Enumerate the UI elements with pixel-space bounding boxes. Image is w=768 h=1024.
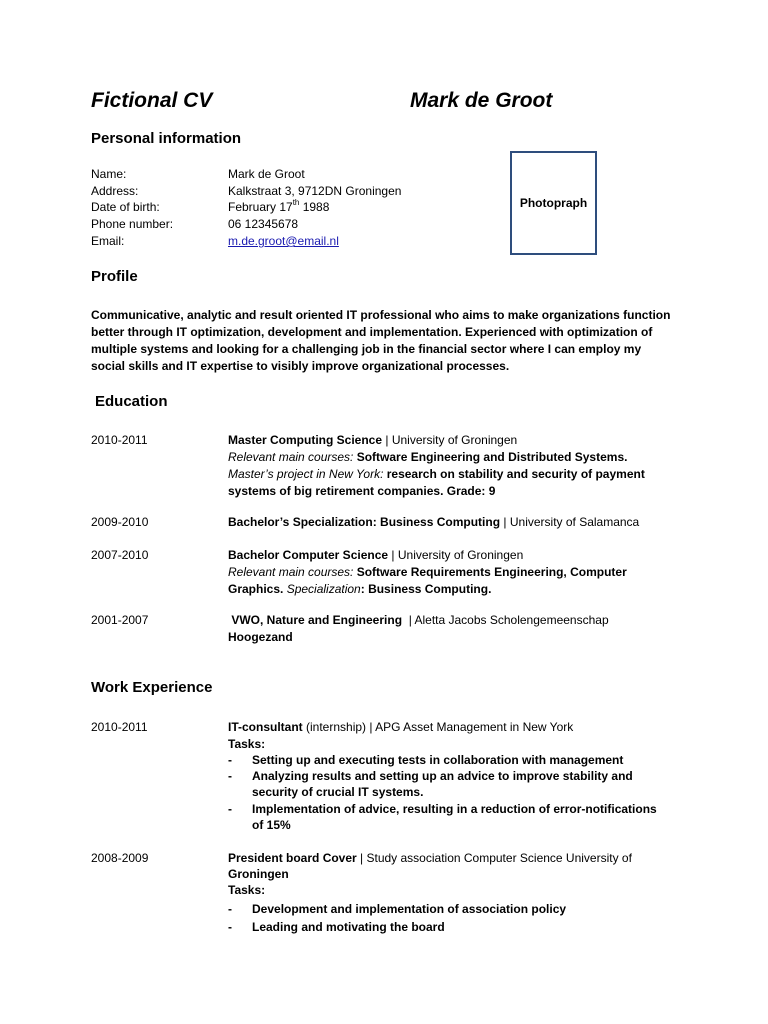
work-entry-line2: Groningen xyxy=(228,867,289,881)
email-link[interactable]: m.de.groot@email.nl xyxy=(228,234,339,248)
address-label: Address: xyxy=(91,184,139,198)
task-item-continued: of 15% xyxy=(252,818,291,832)
candidate-name: Mark de Groot xyxy=(410,89,553,112)
tasks-label: Tasks: xyxy=(228,883,266,897)
bullet-dash: - xyxy=(228,769,232,783)
work-years: 2008-2009 xyxy=(91,851,149,865)
work-entry-title: President board Cover | Study association Computer Science University of xyxy=(228,851,632,865)
photo-placeholder xyxy=(510,151,597,255)
education-courses: Relevant main courses: Software Engineering and Distributed Systems. xyxy=(228,450,628,464)
task-item: Leading and motivating the board xyxy=(252,920,445,934)
address-value: Kalkstraat 3, 9712DN Groningen xyxy=(228,184,402,198)
personal-info-heading: Personal information xyxy=(91,130,242,147)
bullet-dash: - xyxy=(228,753,232,767)
education-entry-title: Bachelor Computer Science | University of Groningen xyxy=(228,548,524,562)
photo-placeholder-label: Photopraph xyxy=(519,196,588,210)
profile-line: multiple systems and looking for a challenging job in the financial sector where I can employ my xyxy=(91,342,642,356)
work-entry-title: IT-consultant (internship) | APG Asset Management in New York xyxy=(228,720,574,734)
education-project-line2: systems of big retirement companies. Grade: 9 xyxy=(228,484,496,498)
education-project: Master’s project in New York: research on stability and security of payment xyxy=(228,467,645,481)
education-years: 2009-2010 xyxy=(91,515,149,529)
name-label: Name: xyxy=(91,167,127,181)
bullet-dash: - xyxy=(228,802,232,816)
dob-label: Date of birth: xyxy=(91,200,160,214)
phone-label: Phone number: xyxy=(91,217,174,231)
education-years: 2007-2010 xyxy=(91,548,149,562)
task-item: Development and implementation of association policy xyxy=(252,902,567,916)
document-title: Fictional CV xyxy=(91,89,213,112)
bullet-dash: - xyxy=(228,902,232,916)
bullet-dash: - xyxy=(228,920,232,934)
education-courses: Relevant main courses: Software Requirements Engineering, Computer xyxy=(228,565,627,579)
profile-line: Communicative, analytic and result oriented IT professional who aims to make organizations function xyxy=(91,308,671,322)
work-years: 2010-2011 xyxy=(91,720,148,734)
education-entry-line2: Hoogezand xyxy=(228,630,293,644)
email-label: Email: xyxy=(91,234,125,248)
phone-value: 06 12345678 xyxy=(228,217,299,231)
task-item: Analyzing results and setting up an advice to improve stability and xyxy=(252,769,633,783)
profile-heading: Profile xyxy=(91,268,138,285)
education-entry-title: Master Computing Science | University of Groningen xyxy=(228,433,518,447)
work-experience-heading: Work Experience xyxy=(91,679,213,696)
profile-line: better through IT optimization, development and implementation. Experienced with optimization of xyxy=(91,325,653,339)
name-value: Mark de Groot xyxy=(228,167,305,181)
education-entry-title: Bachelor’s Specialization: Business Computing | University of Salamanca xyxy=(228,515,640,529)
education-years: 2010-2011 xyxy=(91,433,148,447)
education-specialization: Graphics. Specialization: Business Computing. xyxy=(228,582,492,596)
task-item: Implementation of advice, resulting in a reduction of error-notifications xyxy=(252,802,657,816)
education-heading: Education xyxy=(95,393,168,410)
dob-value: February 17th 1988 xyxy=(228,198,330,214)
education-years: 2001-2007 xyxy=(91,613,149,627)
education-entry-title: VWO, Nature and Engineering | Aletta Jacobs Scholengemeenschap xyxy=(228,613,609,627)
profile-line: social skills and IT expertise to visibly improve organizational processes. xyxy=(91,359,510,373)
task-item-continued: security of crucial IT systems. xyxy=(252,785,424,799)
tasks-label: Tasks: xyxy=(228,737,266,751)
task-item: Setting up and executing tests in collaboration with management xyxy=(252,753,624,767)
